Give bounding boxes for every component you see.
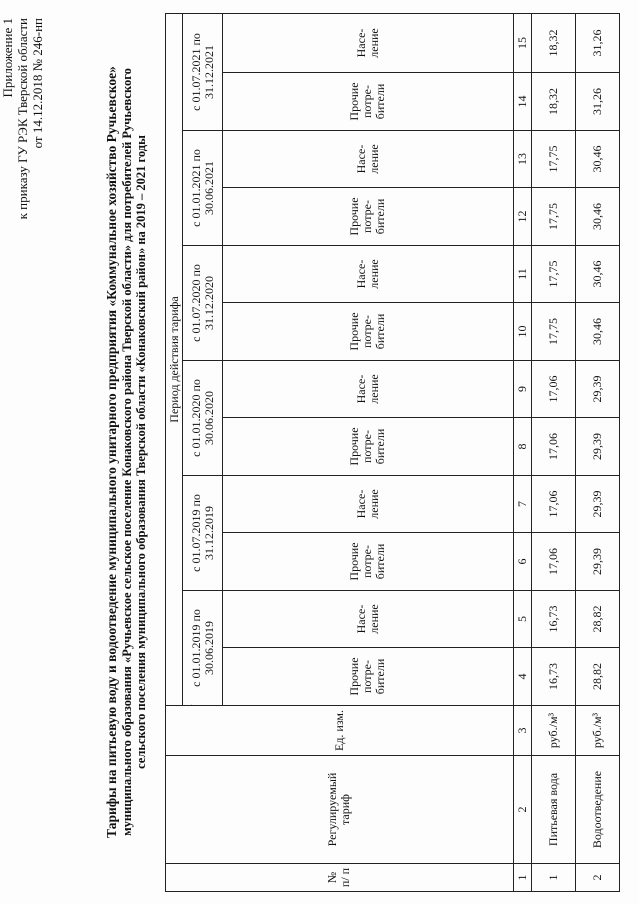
column-number: 14 [513,73,531,131]
period-2021-h2: с 01.07.2021 по 31.12.2021 [183,13,223,130]
sub-population: Насе- ление [223,131,514,188]
row-value: 16,73 [531,591,575,648]
sub-other: Прочие потре- бители [223,533,514,591]
period-2019-h1: с 01.01.2019 по 30.06.2019 [183,591,223,706]
period-2020-h1: с 01.01.2020 по 30.06.2020 [183,361,223,476]
row-value: 30,46 [575,303,619,361]
sub-other: Прочие потре- бители [223,188,514,246]
period-2020-h2: с 01.07.2020 по 31.12.2020 [183,246,223,361]
column-number: 7 [513,476,531,533]
table-row [531,13,575,891]
row-value: 17,06 [531,533,575,591]
row-value: 30,46 [575,188,619,246]
column-number: 11 [513,246,531,303]
sub-other: Прочие потре- бители [223,648,514,706]
header-unit: Ед. изм. [166,706,514,756]
column-number: 5 [513,591,531,648]
row-value: 30,46 [575,131,619,188]
row-unit: руб./м³ [531,706,575,756]
sub-other: Прочие потре- бители [223,418,514,476]
header-num: № п/ п [166,864,514,892]
row-unit: руб./м³ [575,706,619,756]
stray-dot: · [187,703,198,707]
appendix-header [0,18,45,338]
column-number: 15 [513,13,531,72]
column-number: 4 [513,648,531,706]
row-value: 17,75 [531,188,575,246]
row-value: 17,75 [531,246,575,303]
sub-population: Насе- ление [223,13,514,72]
row-tariff-name: Питьевая вода [531,756,575,864]
row-value: 31,26 [575,73,619,131]
title-line-1: Тарифы на питьевую воду и водоотведение муниципального унитарного предприятия «Коммунальное хозяйство Ручьевское» [104,66,119,838]
sub-other: Прочие потре- бители [223,303,514,361]
row-value: 17,75 [531,303,575,361]
header-period: Период действия тарифа [166,13,183,705]
row-value: 17,06 [531,476,575,533]
document-title [105,40,149,864]
appendix-date: от 14.12.2018 № 246-нп [30,18,45,149]
row-value: 31,26 [575,13,619,72]
column-number: 12 [513,188,531,246]
row-value: 29,39 [575,418,619,476]
column-number: 8 [513,418,531,476]
period-2021-h1: с 01.01.2021 по 30.06.2021 [183,131,223,246]
row-value: 29,39 [575,533,619,591]
row-value: 17,06 [531,418,575,476]
row-value: 17,75 [531,131,575,188]
row-num: 1 [531,864,575,892]
sub-population: Насе- ление [223,246,514,303]
column-number: 6 [513,533,531,591]
column-number: 10 [513,303,531,361]
row-value: 28,82 [575,591,619,648]
row-value: 18,32 [531,13,575,72]
title-line-2: муниципального образования «Ручьевское сельское поселение Конаковского района Тверской области» для потребителей Ручьевского [119,68,134,836]
table-row [575,13,619,891]
row-value: 16,73 [531,648,575,706]
column-number: 2 [513,756,531,864]
row-tariff-name: Водоотведение [575,756,619,864]
column-number-row [513,13,531,891]
period-2019-h2: с 01.07.2019 по 31.12.2019 [183,476,223,591]
tariff-table [165,13,620,892]
row-value: 29,39 [575,476,619,533]
row-value: 28,82 [575,648,619,706]
header-tariff: Регулируемый тариф [166,756,514,864]
row-value: 18,32 [531,73,575,131]
sub-population: Насе- ление [223,476,514,533]
column-number: 9 [513,361,531,418]
appendix-title: Приложение 1 [0,18,15,98]
sub-other: Прочие потре- бители [223,73,514,131]
row-num: 2 [575,864,619,892]
row-value: 30,46 [575,246,619,303]
title-line-3: сельского поселения муниципального образования Тверской области «Конаковский район» на 2019 – 2021 годы [134,135,148,769]
column-number: 13 [513,131,531,188]
column-number: 1 [513,864,531,892]
column-number: 3 [513,706,531,756]
row-value: 29,39 [575,361,619,418]
sub-population: Насе- ление [223,591,514,648]
row-value: 17,06 [531,361,575,418]
sub-population: Насе- ление [223,361,514,418]
appendix-order: к приказу ГУ РЭК Тверской области [15,18,30,220]
